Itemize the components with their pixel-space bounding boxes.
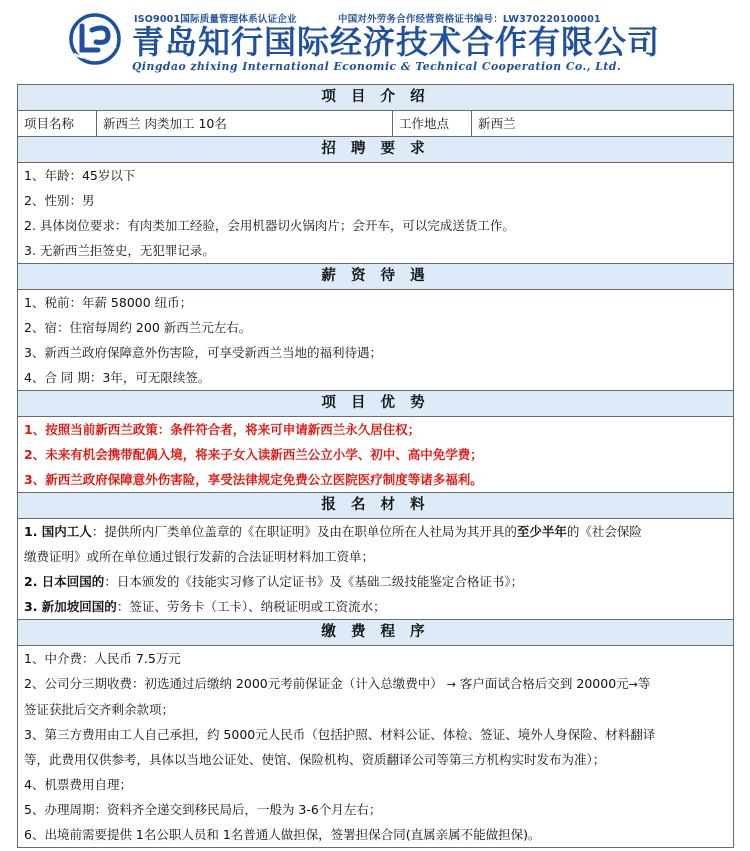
requirement-item: 2. 具体岗位要求：有肉类加工经验，会用机器切火锅肉片；会开车，可以完成送货工作。 xyxy=(24,218,515,233)
company-name-en: Qingdao zhixing International Economic & Technical Cooperation Co., Ltd. xyxy=(132,60,622,73)
requirement-item: 2、性别：男 xyxy=(24,193,95,208)
salary-item: 2、宿：住宿每周约 200 新西兰元左右。 xyxy=(24,320,252,335)
fee-stage-2: 客户面试合格后交到 20000元 xyxy=(455,676,629,691)
fee-item-cont: 等，此费用仅供参考，具体以当地公证处、使馆、保险机构、资质翻译公司等第三方机构实时发布为准）； xyxy=(24,752,606,767)
work-location-value: 新西兰 xyxy=(478,116,516,131)
fee-stage-1: 2、公司分三期收费：初选通过后缴纳 2000元考前保证金（计入总缴费中） xyxy=(24,676,443,691)
section-header-requirements: 招 聘 要 求 xyxy=(18,137,734,163)
section-header-advantages: 项 目 优 势 xyxy=(18,391,734,417)
advantage-item: 2、未来有机会携带配偶入境，将来子女入读新西兰公立小学、初中、高中免学费； xyxy=(24,447,483,462)
section-header-salary: 薪 资 待 遇 xyxy=(18,264,734,290)
project-info-row xyxy=(18,111,734,137)
material-singapore xyxy=(24,594,727,619)
advantage-item: 1、按照当前新西兰政策：条件符合者，将来可申请新西兰永久居住权； xyxy=(24,422,421,437)
fee-item-cont: 签证获批后交齐剩余款项； xyxy=(24,702,175,717)
recruitment-table xyxy=(17,84,734,848)
iso-certification: ISO9001国际质量管理体系认证企业 xyxy=(134,14,297,25)
domestic-label: 1. 国内工人 xyxy=(24,524,92,539)
domestic-duration: 至少半年 xyxy=(516,524,567,539)
japan-label: 2. 日本回国的 xyxy=(24,574,105,589)
project-name-value: 新西兰 肉类加工 10名 xyxy=(97,111,393,136)
letterhead xyxy=(0,0,750,80)
labor-license-number: 中国对外劳务合作经营资格证书编号：LW370220100001 xyxy=(338,14,601,25)
fee-item: 1、中介费：人民币 7.5万元 xyxy=(24,651,181,666)
fee-item: 5、办理周期：资料齐全递交到移民局后，一般为 3-6个月左右； xyxy=(24,802,382,817)
singapore-label: 3. 新加坡回国的 xyxy=(24,599,117,614)
work-location-label: 工作地点 xyxy=(393,111,472,136)
domestic-text-a: ：提供所内厂类单位盖章的《在职证明》及由在职单位所在人社局为其开具的 xyxy=(91,524,517,539)
materials-block xyxy=(18,519,734,620)
salary-item: 1、税前：年薪 58000 纽币； xyxy=(24,295,193,310)
requirement-item: 1、年龄：45岁以下 xyxy=(24,168,136,183)
advantage-item: 3、新西兰政府保障意外伤害险，享受法律规定免费公立医院医疗制度等诸多福利。 xyxy=(24,472,483,487)
fees-block xyxy=(18,646,734,848)
salary-block xyxy=(18,290,734,391)
salary-item: 4、合 同 期：3年，可无限续签。 xyxy=(24,370,211,385)
requirement-item: 3. 无新西兰拒签史，无犯罪记录。 xyxy=(24,243,215,258)
japan-text: ：日本颁发的《技能实习修了认定证书》及《基础二级技能鉴定合格证书》； xyxy=(104,574,524,589)
advantages-block xyxy=(18,417,734,493)
fee-stage-3: 等 xyxy=(637,676,651,691)
singapore-text: ：签证、劳务卡（工卡）、纳税证明或工资流水； xyxy=(116,599,386,614)
fee-item: 3、第三方费用由工人自己承担，约 5000元人民币（包括护照、材料公证、体检、签证、境外人身保险、材料翻译 xyxy=(24,727,656,742)
material-domestic-cont: 缴费证明》或所在单位通过银行发薪的合法证明材料加工资单； xyxy=(24,549,375,564)
arrow-right-icon: → xyxy=(446,678,456,691)
material-japan xyxy=(24,569,727,594)
domestic-text-b: 的《社会保险 xyxy=(566,524,642,539)
section-header-materials: 报 名 材 料 xyxy=(18,493,734,519)
salary-item: 3、新西兰政府保障意外伤害险，可享受新西兰当地的福利待遇； xyxy=(24,345,382,360)
company-name-cn: 青岛知行国际经济技术合作有限公司 xyxy=(132,23,661,61)
section-header-fees: 缴 费 程 序 xyxy=(18,620,734,646)
lp-swoosh-logo-icon xyxy=(68,12,122,66)
material-domestic xyxy=(24,519,727,544)
fee-item: 4、机票费用自理； xyxy=(24,777,132,792)
requirements-block xyxy=(18,163,734,264)
fee-item xyxy=(24,671,727,697)
fee-item: 6、出境前需要提供 1名公职人员和 1名普通人做担保，签署担保合同(直属亲属不能做担保)。 xyxy=(24,827,541,842)
project-name-label: 项目名称 xyxy=(18,111,97,136)
arrow-right-icon: → xyxy=(628,678,638,691)
section-header-project-intro: 项 目 介 绍 xyxy=(18,85,734,111)
